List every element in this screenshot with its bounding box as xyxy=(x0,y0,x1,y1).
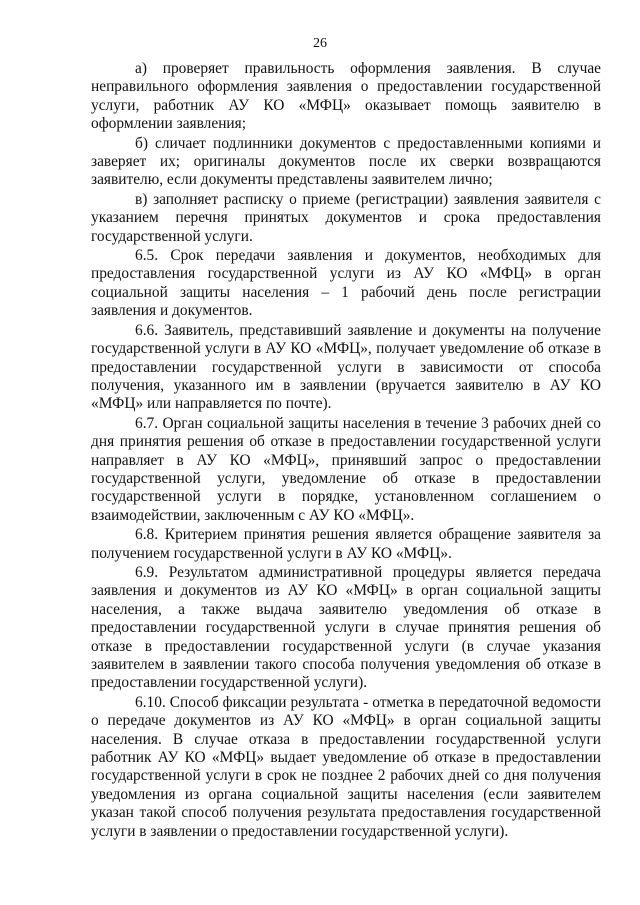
paragraph-6-8: 6.8. Критерием принятия решения является обращение заявителя за получением государственной услуги в АУ КО «МФЦ». xyxy=(91,526,601,562)
paragraph-a: а) проверяет правильность оформления заявления. В случае неправильного оформления заявления о предоставлении государственной услуги, работник АУ КО «МФЦ» оказывает помощь заявителю в оформлении заявления; xyxy=(91,60,601,133)
paragraph-6-5: 6.5. Срок передачи заявления и документов, необходимых для предоставления государственной услуги из АУ КО «МФЦ» в орган социальной защиты населения – 1 рабочий день после регистрации заявления и документов. xyxy=(91,247,601,320)
document-body xyxy=(91,60,601,842)
paragraph-6-7: 6.7. Орган социальной защиты населения в течение 3 рабочих дней со дня принятия решения об отказе в предоставлении государственной услуги направляет в АУ КО «МФЦ», принявший запрос о предоставлении государственной услуги, уведомление об отказе в предоставлении государственной услуги в порядке, установленном соглашением о взаимодействии, заключенным с АУ КО «МФЦ». xyxy=(91,414,601,524)
paragraph-b: б) сличает подлинники документов с предоставленными копиями и заверяет их; оригиналы документов после их сверки возвращаются заявителю, если документы представлены заявителем лично; xyxy=(91,134,601,189)
page-number: 26 xyxy=(313,36,327,51)
paragraph-6-6: 6.6. Заявитель, представивший заявление и документы на получение государственной услуги в АУ КО «МФЦ», получает уведомление об отказе в предоставлении государственной услуги в зависимости от способа получения, указанного им в заявлении (вручается заявителю в АУ КО «МФЦ» или направляется по почте). xyxy=(91,321,601,413)
paragraph-v: в) заполняет расписку о приеме (регистрации) заявления заявителя с указанием перечня принятых документов и срока предоставления государственной услуги. xyxy=(91,190,601,245)
paragraph-6-10: 6.10. Способ фиксации результата - отметка в передаточной ведомости о передаче документов из АУ КО «МФЦ» в орган социальной защиты населения. В случае отказа в предоставлении государственной услуги работник АУ КО «МФЦ» выдает уведомление об отказе в предоставлении государственной услуги в срок не позднее 2 рабочих дней со дня получения уведомления из органа социальной защиты населения (если заявителем указан такой способ получения результата предоставления государственной услуги в заявлении о предоставлении государственной услуги). xyxy=(91,693,601,840)
paragraph-6-9: 6.9. Результатом административной процедуры является передача заявления и документов из АУ КО «МФЦ» в орган социальной защиты населения, а также выдача заявителю уведомления об отказе в предоставлении государственной услуги в случае принятия решения об отказе в предоставлении государственной услуги (в случае указания заявителем в заявлении такого способа получения уведомления об отказе в предоставлении государственной услуги). xyxy=(91,563,601,692)
